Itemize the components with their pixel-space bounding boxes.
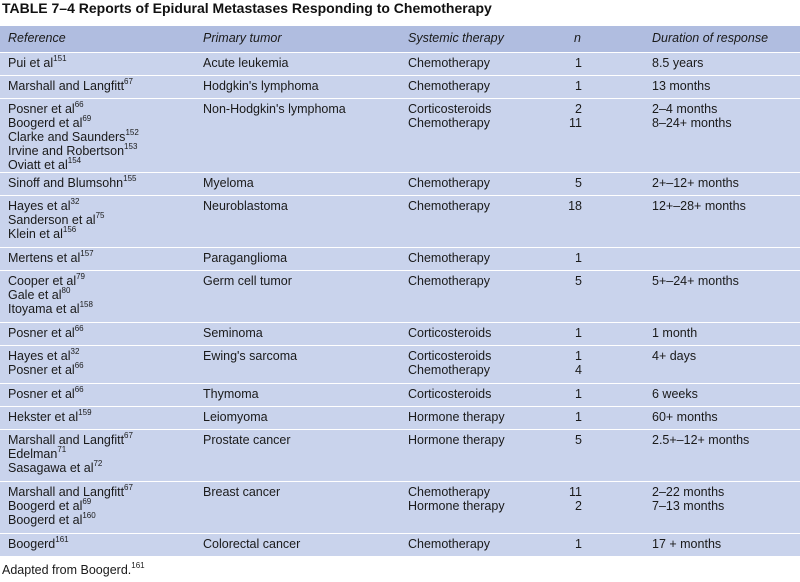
- reference-citation: 151: [53, 53, 67, 63]
- cell-systemic-therapy: [408, 56, 490, 70]
- cell-systemic-therapy-line: Corticosteroids: [408, 387, 492, 401]
- reference-author: Oviatt et al: [8, 158, 68, 172]
- cell-n-line: 18: [568, 199, 582, 213]
- reference-author: Boogerd et al: [8, 513, 83, 527]
- cell-n-line: 1: [575, 349, 582, 363]
- cell-reference: [8, 99, 139, 172]
- cell-duration-line: 13 months: [652, 79, 711, 93]
- cell-systemic-therapy: [408, 485, 505, 513]
- cell-primary-tumor: Germ cell tumor: [203, 274, 292, 288]
- reference-citation: 160: [82, 510, 96, 520]
- cell-reference: [8, 346, 84, 377]
- cell-n: [540, 433, 582, 447]
- reference-citation: 156: [62, 224, 77, 234]
- cell-duration: [652, 56, 703, 70]
- cell-reference: [8, 407, 92, 424]
- cell-reference: [8, 430, 133, 475]
- table-row: [0, 323, 800, 346]
- cell-reference: [8, 384, 84, 401]
- cell-duration-line: 2–4 months: [652, 102, 718, 116]
- table-body: [0, 53, 800, 557]
- cell-n: [540, 387, 582, 401]
- reference-author: Gale et al: [8, 288, 62, 302]
- reference-entry: [8, 534, 69, 551]
- cell-systemic-therapy-line: Chemotherapy: [408, 56, 490, 70]
- reference-author: Pui et al: [8, 56, 54, 70]
- cell-duration: [652, 387, 698, 401]
- cell-n: [540, 79, 582, 93]
- reference-author: Cooper et al: [8, 274, 77, 288]
- reference-author: Posner et al: [8, 363, 75, 377]
- header-reference: Reference: [8, 31, 66, 45]
- reference-citation: 161: [55, 534, 69, 544]
- reference-entry: [8, 224, 104, 241]
- table-row: [0, 53, 800, 76]
- cell-n: [540, 251, 582, 265]
- cell-duration: [652, 199, 746, 213]
- cell-duration: [652, 326, 697, 340]
- cell-duration: [652, 79, 710, 93]
- reference-entry: [8, 99, 139, 116]
- cell-n: [540, 349, 582, 377]
- reference-entry: [8, 346, 84, 363]
- reference-entry: [8, 271, 93, 288]
- reference-entry: [8, 407, 92, 424]
- cell-primary-tumor: Seminoma: [203, 326, 263, 340]
- cell-primary-tumor: Prostate cancer: [203, 433, 291, 447]
- reference-author: Boogerd et al: [8, 116, 83, 130]
- cell-duration: [652, 485, 724, 513]
- reference-citation: 75: [95, 210, 105, 220]
- reference-author: Posner et al: [8, 326, 75, 340]
- cell-systemic-therapy-line: Chemotherapy: [408, 116, 490, 130]
- cell-reference: [8, 534, 69, 551]
- cell-duration-line: 17 + months: [652, 537, 722, 551]
- reference-citation: 66: [74, 323, 84, 333]
- cell-n-line: 1: [575, 537, 582, 551]
- reference-author: Sasagawa et al: [8, 461, 94, 475]
- table-row: [0, 173, 800, 196]
- reference-entry: [8, 113, 139, 130]
- cell-reference: [8, 76, 133, 93]
- cell-systemic-therapy-line: Chemotherapy: [408, 79, 490, 93]
- cell-duration-line: 8.5 years: [652, 56, 704, 70]
- cell-n-line: 1: [575, 410, 582, 424]
- reference-citation: 69: [82, 113, 92, 123]
- table-footnote: [2, 560, 145, 577]
- reference-author: Hekster et al: [8, 410, 79, 424]
- cell-systemic-therapy: [408, 274, 490, 288]
- reference-citation: 66: [74, 99, 84, 109]
- reference-entry: [8, 444, 133, 461]
- table-row: [0, 384, 800, 407]
- cell-duration-line: 60+ months: [652, 410, 718, 424]
- cell-systemic-therapy-line: Hormone therapy: [408, 410, 505, 424]
- reference-author: Sinoff and Blumsohn: [8, 176, 124, 190]
- table-title: TABLE 7–4 Reports of Epidural Metastases Responding to Chemotherapy: [2, 0, 492, 16]
- reference-citation: 155: [123, 173, 137, 183]
- reference-citation: 67: [124, 76, 133, 86]
- reference-entry: [8, 323, 84, 340]
- table-row: [0, 76, 800, 99]
- cell-primary-tumor: Thymoma: [203, 387, 259, 401]
- cell-systemic-therapy: [408, 102, 491, 130]
- reference-author: Mertens et al: [8, 251, 81, 265]
- cell-duration-line: 2+–12+ months: [652, 176, 739, 190]
- cell-duration: [652, 274, 739, 288]
- cell-duration: [652, 176, 739, 190]
- cell-systemic-therapy-line: Chemotherapy: [408, 537, 490, 551]
- cell-duration: [652, 102, 732, 130]
- cell-systemic-therapy: [408, 349, 491, 377]
- cell-n-line: 1: [575, 79, 582, 93]
- header-systemic-therapy: Systemic therapy: [408, 31, 504, 45]
- reference-author: Posner et al: [8, 387, 75, 401]
- cell-n-line: 2: [575, 499, 582, 513]
- reference-citation: 152: [125, 127, 139, 137]
- cell-n-line: 4: [575, 363, 582, 377]
- cell-duration: [652, 349, 696, 363]
- cell-systemic-therapy-line: Corticosteroids: [408, 326, 492, 340]
- cell-duration: [652, 410, 718, 424]
- cell-systemic-therapy-line: Chemotherapy: [408, 199, 490, 213]
- header-duration: Duration of response: [652, 31, 769, 45]
- footnote-text: Adapted from Boogerd.: [2, 563, 132, 577]
- cell-systemic-therapy: [408, 537, 490, 551]
- reference-entry: [8, 196, 104, 213]
- cell-duration-line: 6 weeks: [652, 387, 698, 401]
- reference-entry: [8, 360, 84, 377]
- cell-systemic-therapy: [408, 326, 491, 340]
- reference-citation: 32: [70, 346, 80, 356]
- cell-systemic-therapy-line: Hormone therapy: [408, 433, 505, 447]
- cell-reference: [8, 482, 133, 527]
- reference-author: Posner et al: [8, 102, 75, 116]
- cell-n-line: 2: [575, 102, 582, 116]
- footnote-sup: 161: [131, 560, 145, 570]
- cell-systemic-therapy: [408, 79, 490, 93]
- reference-citation: 157: [80, 248, 94, 258]
- table-row: [0, 99, 800, 173]
- reference-author: Klein et al: [8, 227, 63, 241]
- cell-duration-line: 7–13 months: [652, 499, 725, 513]
- reference-entry: [8, 430, 133, 447]
- reference-citation: 71: [57, 444, 67, 454]
- cell-n-line: 11: [569, 485, 582, 499]
- reference-citation: 158: [79, 299, 93, 309]
- reference-entry: [8, 496, 133, 513]
- cell-reference: [8, 173, 137, 190]
- cell-n: [540, 537, 582, 551]
- reference-entry: [8, 127, 139, 144]
- cell-systemic-therapy: [408, 433, 505, 447]
- table-row: [0, 482, 800, 534]
- reference-entry: [8, 76, 133, 93]
- cell-n-line: 5: [575, 274, 582, 288]
- cell-primary-tumor: Ewing's sarcoma: [203, 349, 298, 363]
- reference-entry: [8, 248, 94, 265]
- reference-citation: 66: [74, 360, 84, 370]
- cell-primary-tumor: Colorectal cancer: [203, 537, 301, 551]
- cell-n: [540, 326, 582, 340]
- reference-citation: 69: [82, 496, 92, 506]
- header-primary-tumor: Primary tumor: [203, 31, 282, 45]
- reference-citation: 32: [70, 196, 80, 206]
- cell-primary-tumor: Leiomyoma: [203, 410, 268, 424]
- reference-entry: [8, 173, 137, 190]
- reference-citation: 66: [74, 384, 84, 394]
- cell-n: [540, 56, 582, 70]
- reference-citation: 79: [76, 271, 86, 281]
- cell-n-line: 1: [575, 387, 582, 401]
- reference-entry: [8, 482, 133, 499]
- reference-entry: [8, 384, 84, 401]
- reference-author: Boogerd et al: [8, 499, 83, 513]
- table-row: [0, 271, 800, 323]
- cell-duration-line: 1 month: [652, 326, 698, 340]
- cell-duration-line: 2–22 months: [652, 485, 725, 499]
- cell-n: [540, 102, 582, 130]
- cell-n: [540, 274, 582, 288]
- cell-systemic-therapy: [408, 176, 490, 190]
- reference-author: Irvine and Robertson: [8, 144, 125, 158]
- reference-citation: 159: [78, 407, 92, 417]
- reference-citation: 80: [61, 285, 71, 295]
- cell-primary-tumor: Myeloma: [203, 176, 254, 190]
- cell-duration-line: 2.5+–12+ months: [652, 433, 750, 447]
- reference-citation: 67: [124, 482, 133, 492]
- cell-n-line: 5: [575, 433, 582, 447]
- cell-duration-line: 8–24+ months: [652, 116, 732, 130]
- reference-entry: [8, 155, 139, 172]
- cell-systemic-therapy-line: Hormone therapy: [408, 499, 505, 513]
- reference-entry: [8, 210, 105, 227]
- table-row: [0, 346, 800, 384]
- cell-duration: [652, 433, 749, 447]
- reference-citation: 153: [124, 141, 138, 151]
- cell-primary-tumor: Neuroblastoma: [203, 199, 288, 213]
- reference-entry: [8, 510, 133, 527]
- cell-systemic-therapy-line: Chemotherapy: [408, 176, 490, 190]
- cell-n-line: 5: [575, 176, 582, 190]
- cell-n-line: 1: [575, 56, 582, 70]
- reference-citation: 67: [124, 430, 133, 440]
- reference-author: Marshall and Langfitt: [8, 433, 125, 447]
- cell-reference: [8, 323, 84, 340]
- reference-entry: [8, 458, 133, 475]
- cell-duration-line: 5+–24+ months: [652, 274, 739, 288]
- table-header: [0, 26, 800, 53]
- table-row: [0, 407, 800, 430]
- cell-systemic-therapy-line: Chemotherapy: [408, 251, 490, 265]
- cell-systemic-therapy-line: Corticosteroids: [408, 102, 492, 116]
- cell-duration-line: 12+–28+ months: [652, 199, 746, 213]
- cell-systemic-therapy: [408, 251, 490, 265]
- reference-entry: [8, 299, 93, 316]
- table-row: [0, 248, 800, 271]
- data-table: [0, 26, 800, 557]
- cell-primary-tumor: Non-Hodgkin's lymphoma: [203, 102, 346, 116]
- reference-entry: [8, 53, 67, 70]
- table-row: [0, 534, 800, 557]
- cell-systemic-therapy-line: Chemotherapy: [408, 485, 490, 499]
- reference-author: Hayes et al: [8, 349, 71, 363]
- cell-systemic-therapy: [408, 199, 490, 213]
- cell-n-line: 1: [575, 251, 582, 265]
- cell-systemic-therapy-line: Chemotherapy: [408, 363, 490, 377]
- cell-n: [540, 485, 582, 513]
- reference-author: Edelman: [8, 447, 58, 461]
- header-n: n: [574, 31, 581, 45]
- reference-author: Clarke and Saunders: [8, 130, 126, 144]
- reference-author: Hayes et al: [8, 199, 71, 213]
- cell-duration: [652, 537, 721, 551]
- cell-reference: [8, 196, 105, 241]
- reference-author: Itoyama et al: [8, 302, 80, 316]
- reference-citation: 154: [67, 155, 82, 165]
- reference-author: Sanderson et al: [8, 213, 96, 227]
- cell-systemic-therapy: [408, 410, 505, 424]
- cell-duration-line: 4+ days: [652, 349, 697, 363]
- cell-primary-tumor: Breast cancer: [203, 485, 281, 499]
- table-row: [0, 430, 800, 482]
- cell-n-line: 11: [569, 116, 582, 130]
- cell-reference: [8, 248, 94, 265]
- cell-systemic-therapy: [408, 387, 491, 401]
- cell-systemic-therapy-line: Corticosteroids: [408, 349, 492, 363]
- reference-author: Boogerd: [8, 537, 56, 551]
- reference-author: Marshall and Langfitt: [8, 79, 125, 93]
- cell-reference: [8, 271, 93, 316]
- cell-primary-tumor: Paraganglioma: [203, 251, 288, 265]
- cell-n: [540, 176, 582, 190]
- cell-systemic-therapy-line: Chemotherapy: [408, 274, 490, 288]
- table-row: [0, 196, 800, 248]
- reference-author: Marshall and Langfitt: [8, 485, 125, 499]
- cell-primary-tumor: Hodgkin's lymphoma: [203, 79, 319, 93]
- cell-n: [540, 410, 582, 424]
- reference-citation: 72: [93, 458, 103, 468]
- cell-reference: [8, 53, 67, 70]
- cell-primary-tumor: Acute leukemia: [203, 56, 289, 70]
- cell-n: [540, 199, 582, 213]
- cell-n-line: 1: [575, 326, 582, 340]
